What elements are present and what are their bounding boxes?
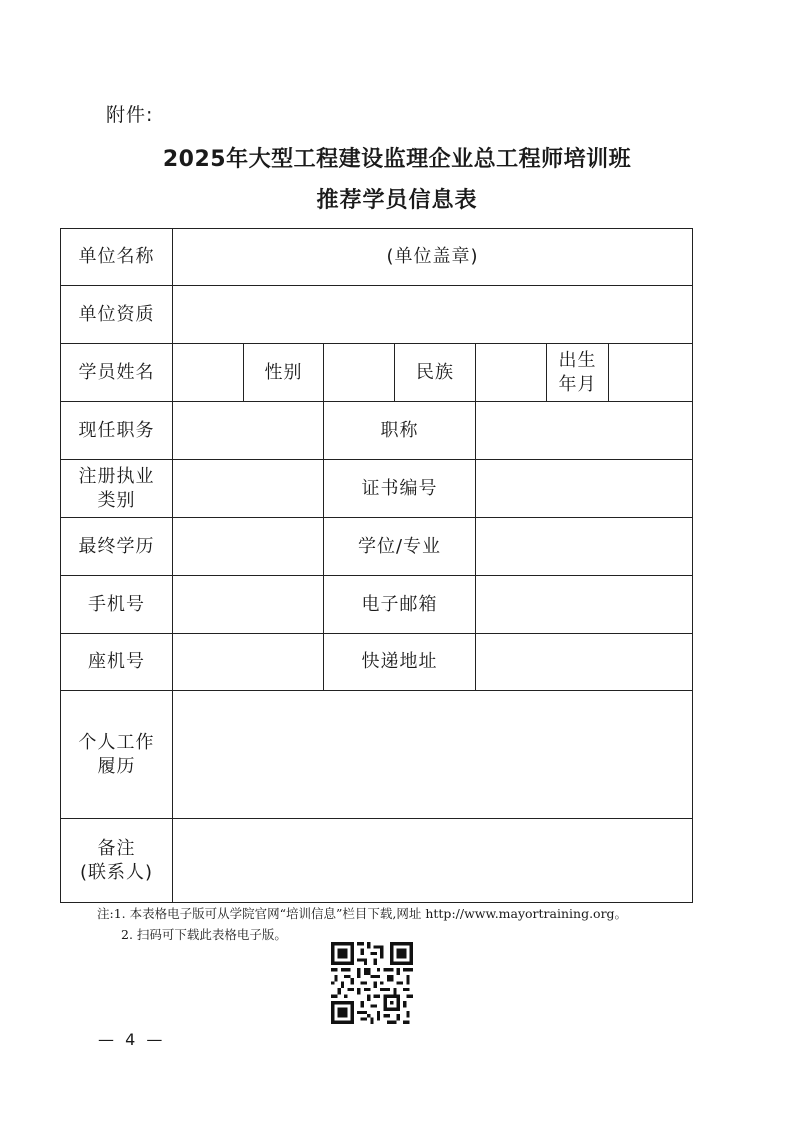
certificate-number-field[interactable]	[476, 460, 693, 518]
professional-title-field[interactable]	[476, 402, 693, 460]
registered-practice-label	[61, 460, 173, 518]
unit-qualification-field[interactable]	[173, 286, 693, 344]
certificate-number-label: 证书编号	[324, 460, 476, 518]
work-history-line1: 个人工作	[78, 731, 155, 753]
student-info-form	[60, 228, 693, 903]
degree-major-field[interactable]	[476, 518, 693, 576]
unit-name-field[interactable]: (单位盖章)	[173, 229, 693, 286]
unit-qualification-label: 单位资质	[61, 286, 173, 344]
mobile-field[interactable]	[173, 576, 324, 634]
student-name-field[interactable]	[173, 344, 244, 402]
gender-label: 性别	[244, 344, 324, 402]
registered-practice-line2: 类别	[97, 489, 136, 511]
email-label: 电子邮箱	[324, 576, 476, 634]
page-number: — 4 —	[98, 1030, 166, 1049]
ethnicity-label: 民族	[395, 344, 476, 402]
final-education-label: 最终学历	[61, 518, 173, 576]
work-history-label	[61, 691, 173, 819]
remarks-field[interactable]	[173, 819, 693, 903]
final-education-field[interactable]	[173, 518, 324, 576]
qr-code-icon[interactable]	[331, 942, 413, 1024]
delivery-address-label: 快递地址	[324, 634, 476, 691]
student-name-label: 学员姓名	[61, 344, 173, 402]
notes-section	[97, 903, 627, 945]
gender-field[interactable]	[324, 344, 395, 402]
current-position-field[interactable]	[173, 402, 324, 460]
registered-practice-line1: 注册执业	[78, 465, 155, 487]
degree-major-label: 学位/专业	[324, 518, 476, 576]
birth-date-label	[547, 344, 609, 402]
note-scan-qr: 2. 扫码可下载此表格电子版。	[121, 927, 287, 942]
work-history-field[interactable]	[173, 691, 693, 819]
note-download-url: 注:1. 本表格电子版可从学院官网“培训信息”栏目下载,网址 http://www.mayortraining.org。	[97, 906, 628, 921]
birth-label-line2: 年月	[558, 373, 597, 395]
remarks-line2: (联系人)	[79, 861, 154, 883]
page-title: 2025年大型工程建设监理企业总工程师培训班	[162, 147, 632, 172]
landline-field[interactable]	[173, 634, 324, 691]
professional-title-label: 职称	[324, 402, 476, 460]
attachment-label: 附件:	[106, 104, 154, 126]
page-subtitle: 推荐学员信息表	[316, 188, 478, 213]
landline-label: 座机号	[61, 634, 173, 691]
registered-practice-field[interactable]	[173, 460, 324, 518]
ethnicity-field[interactable]	[476, 344, 547, 402]
remarks-label	[61, 819, 173, 903]
current-position-label: 现任职务	[61, 402, 173, 460]
birth-label-line1: 出生	[558, 349, 597, 371]
email-field[interactable]	[476, 576, 693, 634]
mobile-label: 手机号	[61, 576, 173, 634]
remarks-line1: 备注	[97, 837, 136, 859]
unit-name-label: 单位名称	[61, 229, 173, 286]
birth-date-field[interactable]	[609, 344, 693, 402]
work-history-line2: 履历	[97, 755, 136, 777]
delivery-address-field[interactable]	[476, 634, 693, 691]
